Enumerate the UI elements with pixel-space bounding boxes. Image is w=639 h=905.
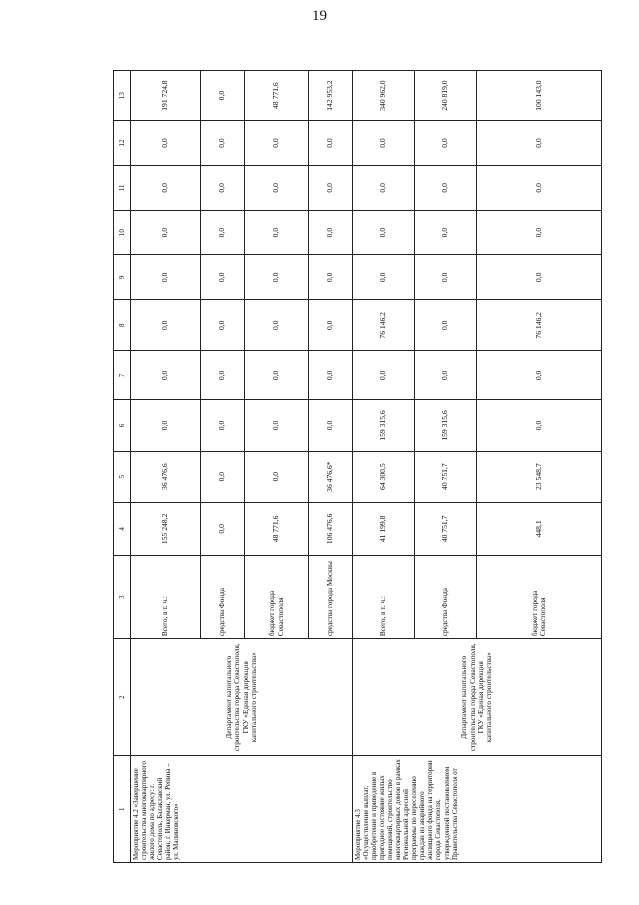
funding-source-cell: бюджет города Севастополя <box>477 556 602 639</box>
amount-cell: 0,0 <box>201 165 245 210</box>
column-header: 13 <box>114 71 131 121</box>
amount-cell: 0,0 <box>309 165 353 210</box>
column-header: 5 <box>114 451 131 502</box>
column-number-row <box>114 71 131 863</box>
column-header: 11 <box>114 165 131 210</box>
amount-cell: 0,0 <box>131 121 201 166</box>
column-header: 6 <box>114 400 131 451</box>
amount-cell: 0,0 <box>477 121 602 166</box>
amount-cell: 0,0 <box>415 255 477 300</box>
amount-cell: 0,0 <box>415 300 477 351</box>
amount-cell: 0,0 <box>353 165 415 210</box>
amount-cell: 36 476,6 <box>131 451 201 502</box>
amount-cell: 0,0 <box>309 210 353 255</box>
amount-cell: 155 248,2 <box>131 502 201 555</box>
amount-cell: 0,0 <box>245 165 309 210</box>
amount-cell: 0,0 <box>201 351 245 400</box>
amount-cell: 0,0 <box>415 210 477 255</box>
amount-cell: 48 771,6 <box>245 71 309 121</box>
amount-cell: 0,0 <box>309 255 353 300</box>
funding-source-cell: бюджет города Севастополя <box>245 556 309 639</box>
amount-cell: 0,0 <box>201 121 245 166</box>
amount-cell: 0,0 <box>477 351 602 400</box>
amount-cell: 0,0 <box>477 400 602 451</box>
amount-cell: 0,0 <box>309 300 353 351</box>
funding-source-cell: средства Фонда <box>201 556 245 639</box>
amount-cell: 191 724,8 <box>131 71 201 121</box>
amount-cell: 0,0 <box>309 400 353 451</box>
amount-cell: 0,0 <box>477 255 602 300</box>
table-body <box>114 71 602 863</box>
amount-cell: 106 476,6 <box>309 502 353 555</box>
amount-cell: 240 819,0 <box>415 71 477 121</box>
amount-cell: 0,0 <box>415 351 477 400</box>
amount-cell: 40 751,7 <box>415 451 477 502</box>
table-row <box>131 71 201 863</box>
amount-cell: 0,0 <box>309 351 353 400</box>
amount-cell: 159 315,6 <box>415 400 477 451</box>
column-header: 3 <box>114 556 131 639</box>
amount-cell: 0,0 <box>245 300 309 351</box>
amount-cell: 0,0 <box>353 351 415 400</box>
amount-cell: 0,0 <box>131 351 201 400</box>
amount-cell: 340 962,0 <box>353 71 415 121</box>
column-header: 7 <box>114 351 131 400</box>
amount-cell: 142 953,2 <box>309 71 353 121</box>
amount-cell: 36 476,6* <box>309 451 353 502</box>
column-header: 2 <box>114 639 131 756</box>
funding-table <box>113 70 602 863</box>
amount-cell: 0,0 <box>477 165 602 210</box>
amount-cell: 0,0 <box>201 210 245 255</box>
amount-cell: 0,0 <box>245 400 309 451</box>
funding-source-cell: Всего, в т. ч.: <box>353 556 415 639</box>
amount-cell: 76 146,2 <box>477 300 602 351</box>
amount-cell: 0,0 <box>245 351 309 400</box>
amount-cell: 0,0 <box>201 300 245 351</box>
column-header: 9 <box>114 255 131 300</box>
column-header: 8 <box>114 300 131 351</box>
amount-cell: 0,0 <box>245 451 309 502</box>
amount-cell: 0,0 <box>353 255 415 300</box>
amount-cell: 0,0 <box>245 121 309 166</box>
amount-cell: 0,0 <box>415 121 477 166</box>
funding-source-cell: средства Фонда <box>415 556 477 639</box>
amount-cell: 0,0 <box>201 400 245 451</box>
table-row <box>353 71 415 863</box>
amount-cell: 48 771,6 <box>245 502 309 555</box>
amount-cell: 0,0 <box>353 210 415 255</box>
amount-cell: 0,0 <box>201 71 245 121</box>
executor-cell: Департамент капитального строительства города Севастополя, ГКУ «Единая дирекция капитального строительства» <box>353 639 602 756</box>
amount-cell: 0,0 <box>201 255 245 300</box>
amount-cell: 0,0 <box>415 165 477 210</box>
amount-cell: 23 548,7 <box>477 451 602 502</box>
amount-cell: 0,0 <box>353 121 415 166</box>
amount-cell: 100 143,0 <box>477 71 602 121</box>
amount-cell: 0,0 <box>131 400 201 451</box>
funding-source-cell: Всего, в т. ч.: <box>131 556 201 639</box>
amount-cell: 159 315,6 <box>353 400 415 451</box>
funding-source-cell: средства города Москвы <box>309 556 353 639</box>
amount-cell: 448,1 <box>477 502 602 555</box>
column-header: 1 <box>114 756 131 863</box>
page-number: 19 <box>312 8 327 24</box>
funding-table-container <box>113 70 578 863</box>
amount-cell: 41 199,8 <box>353 502 415 555</box>
executor-cell: Департамент капитального строительства города Севастополя, ГКУ «Единая дирекция капитального строительства» <box>131 639 353 756</box>
amount-cell: 0,0 <box>131 210 201 255</box>
column-header: 4 <box>114 502 131 555</box>
amount-cell: 0,0 <box>201 502 245 555</box>
amount-cell: 0,0 <box>309 121 353 166</box>
amount-cell: 0,0 <box>477 210 602 255</box>
column-header: 10 <box>114 210 131 255</box>
amount-cell: 0,0 <box>131 255 201 300</box>
amount-cell: 40 751,7 <box>415 502 477 555</box>
amount-cell: 0,0 <box>245 255 309 300</box>
activity-cell: Мероприятие 4.3 «Осуществление выплат, приобретение и приведение в пригодное состояние жилых помещений, строительство многоквартирных домов в рамках Региональной адресной программы по переселению граждан из аварийного жилищного фонда на территории города Севастополя, утвержденной постановлением Правительства Севастополя от <box>353 756 602 863</box>
amount-cell: 0,0 <box>201 451 245 502</box>
amount-cell: 76 146,2 <box>353 300 415 351</box>
amount-cell: 0,0 <box>131 165 201 210</box>
amount-cell: 0,0 <box>131 300 201 351</box>
column-header: 12 <box>114 121 131 166</box>
amount-cell: 0,0 <box>245 210 309 255</box>
activity-cell: Мероприятие 4.2 «Завершение строительства многоквартирного жилого дома по адресу: г. Севастополь, Балаклавский район, г. Инкерман, ул. Репина – ул. Малиновского» <box>131 756 353 863</box>
amount-cell: 64 300,5 <box>353 451 415 502</box>
